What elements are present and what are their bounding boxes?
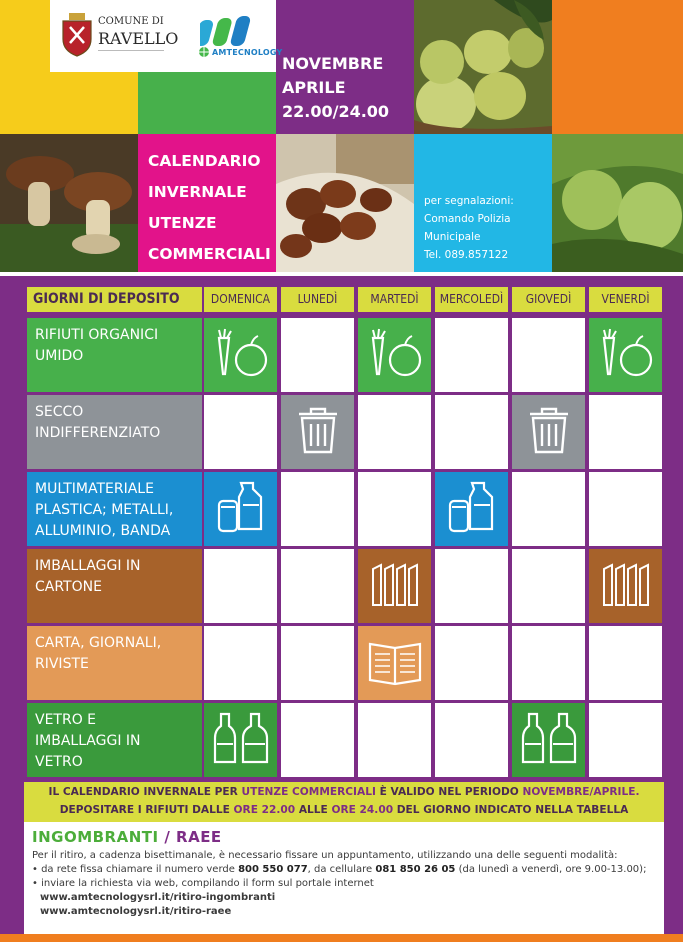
cardboard-icon (367, 559, 423, 613)
period-line-1: NOVEMBRE (282, 54, 384, 73)
newspaper-icon (366, 636, 424, 690)
report-phone: Tel. 089.857122 (424, 249, 509, 261)
bottle-can-icon (444, 479, 500, 539)
notice-text-1: IL CALENDARIO INVERNALE PER (48, 786, 242, 798)
schedule-cell-4-3 (435, 626, 508, 700)
schedule-cell-active-3-2 (358, 549, 431, 623)
schedule-cell-active-4-2 (358, 626, 431, 700)
bulky-title (32, 828, 656, 846)
calendar-title-line-4: COMMERCIALI (148, 245, 271, 263)
period-text (282, 52, 412, 124)
bulky-intro: Per il ritiro, a cadenza bisettimanale, è necessario fissare un appuntamento, utilizzando una delle seguenti modalità: (32, 850, 618, 861)
bottom-orange-band (0, 934, 683, 942)
report-info (424, 192, 514, 264)
schedule-cell-1-5 (589, 395, 662, 469)
notice-highlight-3: ORE 22.00 (233, 804, 296, 816)
schedule-cell-active-5-4 (512, 703, 585, 777)
schedule-cell-2-1 (281, 472, 354, 546)
row-label-2 (27, 472, 202, 546)
company-logo-icon (200, 14, 256, 48)
logo-box (50, 0, 283, 72)
row-label-3-line1: IMBALLAGGI IN (35, 558, 141, 574)
day-header-3: MERCOLEDÌ (435, 287, 508, 312)
row-label-2-line2: PLASTICA; METALLI, (35, 502, 174, 518)
toll-free-number[interactable]: 800 550 077 (238, 864, 308, 875)
quince-image-icon (414, 0, 552, 134)
row-label-0-line1: RIFIUTI ORGANICI (35, 327, 159, 343)
logo-divider (98, 50, 164, 51)
report-line-1: per segnalazioni: (424, 195, 514, 207)
comune-label: COMUNE DI (98, 16, 164, 27)
schedule-cell-3-0 (204, 549, 277, 623)
schedule-cell-active-0-5 (589, 318, 662, 392)
notice-highlight-4: ORE 24.00 (331, 804, 394, 816)
company-name: AMTECNOLOGY (212, 48, 283, 57)
day-header-5: VENERDÌ (589, 287, 662, 312)
schedule-cell-4-0 (204, 626, 277, 700)
cardboard-icon (598, 559, 654, 613)
link-ritiro-ingombranti[interactable]: www.amtecnologysrl.it/ritiro-ingombranti (40, 892, 276, 903)
calendar-title-tile (138, 134, 276, 272)
town-name: RAVELLO (98, 29, 179, 48)
quince-photo (414, 0, 552, 134)
schedule-cell-3-3 (435, 549, 508, 623)
notice-text-4: ALLE (295, 804, 332, 816)
row-label-2-line3: ALLUMINIO, BANDA (35, 523, 171, 539)
link-ritiro-raee[interactable]: www.amtecnologysrl.it/ritiro-raee (40, 906, 232, 917)
organic-icon (365, 328, 425, 382)
row-label-4-line1: CARTA, GIORNALI, (35, 635, 162, 651)
schedule-cell-0-1 (281, 318, 354, 392)
schedule-cell-5-5 (589, 703, 662, 777)
schedule-cell-active-0-0 (204, 318, 277, 392)
row-label-5-line3: VETRO (35, 754, 83, 770)
schedule-cell-1-2 (358, 395, 431, 469)
organic-icon (211, 328, 271, 382)
schedule-cell-2-2 (358, 472, 431, 546)
table-header-label: GIORNI DI DEPOSITO (27, 287, 202, 312)
schedule-cell-1-3 (435, 395, 508, 469)
globe-icon (198, 46, 210, 58)
row-label-5 (27, 703, 202, 777)
fig-image-icon (552, 134, 683, 272)
schedule-cell-1-0 (204, 395, 277, 469)
schedule-cell-active-5-0 (204, 703, 277, 777)
row-label-1-line2: INDIFFERENZIATO (35, 425, 161, 441)
chestnut-image-icon (276, 134, 414, 272)
row-label-3 (27, 549, 202, 623)
row-label-0-line2: UMIDO (35, 348, 84, 364)
row-label-4 (27, 626, 202, 700)
row-label-3-line2: CARTONE (35, 579, 102, 595)
notice-text-5: DEL GIORNO INDICATO NELLA TABELLA (393, 804, 629, 816)
schedule-cell-2-5 (589, 472, 662, 546)
calendar-title-line-1: CALENDARIO (148, 152, 261, 170)
period-hours: 22.00/24.00 (282, 102, 390, 121)
row-label-1 (27, 395, 202, 469)
report-line-3: Municipale (424, 231, 481, 243)
schedule-cell-4-5 (589, 626, 662, 700)
notice-highlight-1: UTENZE COMMERCIALI (241, 786, 376, 798)
schedule-cell-0-4 (512, 318, 585, 392)
row-label-1-line1: SECCO (35, 404, 84, 420)
mushroom-photo (0, 134, 138, 272)
notice-highlight-2: NOVEMBRE/APRILE. (522, 786, 640, 798)
row-label-0 (27, 318, 202, 392)
calendar-title-line-3: UTENZE (148, 214, 217, 232)
fig-photo (552, 134, 683, 272)
report-info-tile (414, 134, 552, 272)
bottle-can-icon (213, 479, 269, 539)
trash-bin-icon (293, 405, 343, 459)
schedule-cell-5-2 (358, 703, 431, 777)
schedule-cell-active-2-0 (204, 472, 277, 546)
day-header-1: LUNEDÌ (281, 287, 354, 312)
mushroom-image-icon (0, 134, 138, 272)
schedule-cell-5-1 (281, 703, 354, 777)
right-purple-strip (664, 816, 683, 934)
left-purple-strip (0, 816, 24, 934)
schedule-cell-active-1-4 (512, 395, 585, 469)
bulky-phone-text-3: (da lunedì a venerdì, ore 9.00-13.00); (455, 864, 647, 875)
notice-text-2: È VALIDO NEL PERIODO (375, 786, 523, 798)
schedule-cell-active-1-1 (281, 395, 354, 469)
schedule-cell-0-3 (435, 318, 508, 392)
bulky-phone-line (32, 863, 656, 877)
validity-notice (24, 782, 664, 822)
schedule-cell-active-0-2 (358, 318, 431, 392)
schedule-cell-active-3-5 (589, 549, 662, 623)
mobile-number[interactable]: 081 850 26 05 (375, 864, 456, 875)
report-line-2: Comando Polizia (424, 213, 511, 225)
glass-bottles-icon (519, 710, 579, 770)
calendar-title (148, 146, 271, 270)
bulky-phone-text-1: • da rete fissa chiamare il numero verde (32, 864, 239, 875)
day-header-2: MARTEDÌ (358, 287, 431, 312)
calendar-title-line-2: INVERNALE (148, 183, 247, 201)
town-crest-icon (60, 13, 94, 57)
schedule-cell-5-3 (435, 703, 508, 777)
day-header-0: DOMENICA (204, 287, 277, 312)
bulky-web-line: • inviare la richiesta via web, compilando il form sul portale internet (32, 878, 374, 889)
orange-tile (552, 0, 683, 134)
schedule-cell-4-4 (512, 626, 585, 700)
schedule-cell-active-2-3 (435, 472, 508, 546)
row-label-5-line2: IMBALLAGGI IN (35, 733, 141, 749)
schedule-cell-4-1 (281, 626, 354, 700)
schedule-cell-3-4 (512, 549, 585, 623)
bulky-title-raee: RAEE (176, 828, 222, 846)
row-label-4-line2: RIVISTE (35, 656, 89, 672)
day-header-4: GIOVEDÌ (512, 287, 585, 312)
schedule-cell-3-1 (281, 549, 354, 623)
organic-icon (596, 328, 656, 382)
notice-text-3: DEPOSITARE I RIFIUTI DALLE (59, 804, 234, 816)
row-label-5-line1: VETRO E (35, 712, 97, 728)
period-line-2: APRILE (282, 78, 346, 97)
bulky-waste-section (24, 822, 664, 932)
chestnut-photo (276, 134, 414, 272)
trash-bin-icon (524, 405, 574, 459)
green-tile (138, 72, 276, 134)
row-label-2-line1: MULTIMATERIALE (35, 481, 154, 497)
bulky-phone-text-2: , da cellulare (307, 864, 376, 875)
bulky-title-ingombranti: INGOMBRANTI (32, 828, 159, 846)
schedule-cell-2-4 (512, 472, 585, 546)
bulky-title-slash: / (158, 828, 177, 846)
glass-bottles-icon (211, 710, 271, 770)
